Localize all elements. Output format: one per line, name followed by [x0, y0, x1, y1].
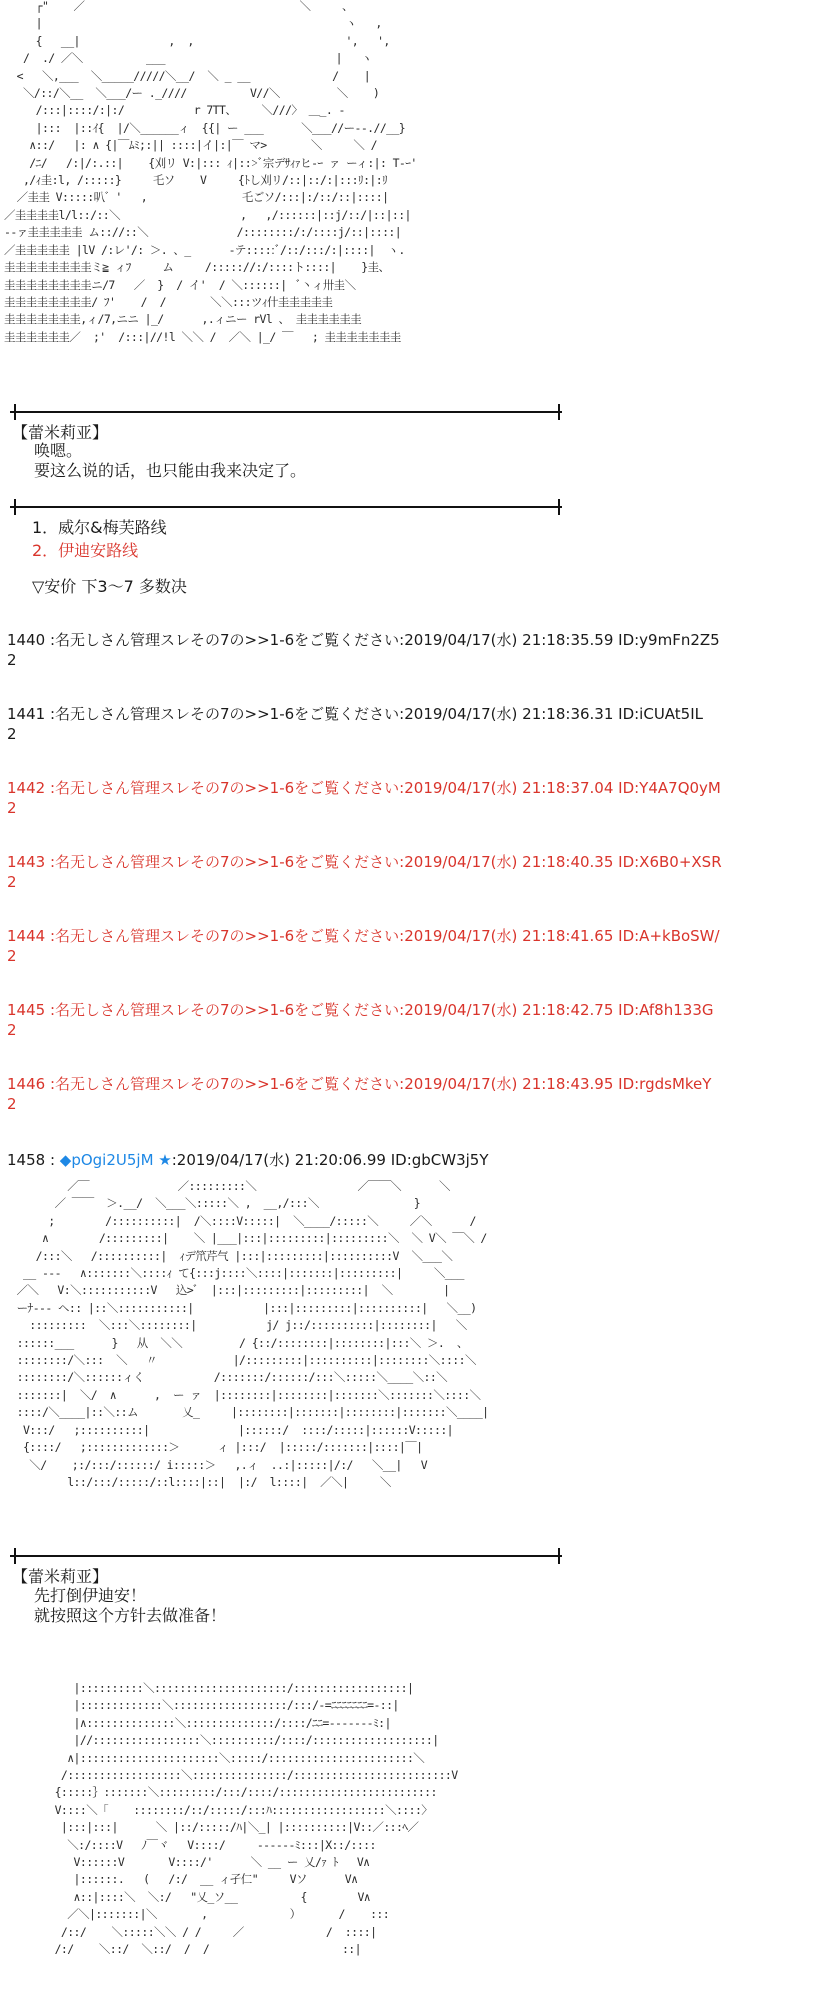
op-post-header — [7, 1150, 489, 1170]
post-body: 2 — [7, 1021, 17, 1039]
ascii-art-middle: ／￣ ／:::::::::＼ ／￣￣＼ ＼ ／ ￣￣ ＞.__/ ＼___＼:::::＼ , __,/:::＼ } ; /::::::::::| /＼::::V:::::| ＼____/:::::＼ ／＼ / ∧ /:::::::::| ＼ |___|:::|:::::::::|:::::::::＼ ＼ V＼ ￣＼ / /:::＼ /::::::::::| ｨデ笊芹气 |:::|:::::::::|::::::::::V ＼___＼ __ --- ∧:::::::＼::::ｨ て{:::j::::＼::::|:::::::|:::::::::| ＼___ ／＼ V:＼:::::::::::V 込>ﾞ |:::|:::::::::|:::::::::| ＼ | ーﾅ--- ヘ:: |::＼:::::::::::| |:::|:::::::::|::::::::::| ＼__) ::::::::: ＼:::＼::::::::| j/ j::/::::::::::|::::::::| ＼ ::::::___ } 从 ＼＼ / {::/::::::::|::::::::|:::＼ ＞. 、 ::::::::/＼::: ＼ 〃 |/:::::::::|::::::::::|::::::::＼::::＼ ::::::::/＼::::::ィく /:::::::/::::::/:::＼:::::＼____＼::＼ :::::::| ＼/ ∧ , ー ァ |::::::::|::::::::|:::::::＼:::::::＼::::＼ ::::/＼____|::＼::ム 乂_ |::::::::|:::::::|::::::::|:::::::＼____| V:::/ ;::::::::::| |::::::/ ::::/:::::|::::::V:::::| {::::/ ;:::::::::::::＞ ィ |:::/ |:::::/:::::::|::::|￣| ＼/ ;:/:::/::::::/ i:::::＞ ,.ィ ..:|:::::|/:/ ＼__| V l::/:::/:::::/::l::::|::| |:/ l::::| ／＼| ＼ — [16, 1179, 489, 1489]
post — [7, 1074, 711, 1114]
post-header: 1444 :名无しさん管理スレその7の>>1-6をご覧ください:2019/04/17(水) 21:18:41.65 ID:A+kBoSW/ — [7, 927, 720, 945]
speaker-label: 【蕾米莉亚】 — [12, 423, 109, 442]
dialogue-line: 唤嗯。 — [34, 441, 83, 460]
vote-instruction: ▽安价 下3～7 多数决 — [32, 577, 187, 596]
post-body: 2 — [7, 947, 17, 965]
divider — [10, 1555, 562, 1557]
post-body: 2 — [7, 1095, 17, 1113]
ascii-art-top: ┌" ／ ＼ 、 | ヽ , { __| , , ', ', / ./ ／＼ ___ | ヽ < ＼,___ ＼_____/////＼__/ ＼ _ __ / | ＼/::/＼__ ＼___/ー ._//// V//＼ ＼ ) /:::|::::/:|:/ r 7TT、 ＼///〉 ＿_. - |::: |::ｲ{ |/＼______ィ {{| ー ___ ＼___//ー--.//__} ∧::/ |: ∧ {|￣ﾑﾐ;:|| ::::|イ|:|￣ マ> ＼ ＼ / /ﾆ/ /:|/:.::| {刈リ V:|::: ｨ|::>ﾞ宗デｻｨｧヒ-ｰ ァ ーィ:|: T-ｰ' ,/ｨ圭:l, /:::::} 乇ソ V {ﾄし刈リ/::|::/:|:::ﾘ:|:ﾘ ／圭圭 V:::::叭゛' , 乇ごソ/:::|:/::/::|::::| ／圭圭圭圭l/l::/::＼ , ,/::::::|::j/::/|::|::| --ァ圭圭圭圭圭 ム:://::＼ /::::::::/:/::::j/::|::::| ／圭圭圭圭圭 |lV /:レ'/: ＞. 、_ -テ:::::ﾞ/::/:::/:|::::| ヽ. 圭圭圭圭圭圭圭圭ミ≧ ィﾌ ム /::::://:/::::ト::::| }圭、 圭圭圭圭圭圭圭圭ニ/7 ／ } / イ' / ＼::::::| ﾞ丶ィ卅圭＼ 圭圭圭圭圭圭圭圭/ ﾌ' / / ＼＼:::ツｨ什圭圭圭圭圭 圭圭圭圭圭圭圭,ィ/7,ニニ |_/ ,.ィニー rVl 、 圭圭圭圭圭圭 圭圭圭圭圭圭／ ;' /:::|//!l ＼＼ / ／＼ |_/ ￣ ; 圭圭圭圭圭圭圭 — [4, 0, 417, 344]
route-choices — [32, 516, 167, 562]
post-header: 1446 :名无しさん管理スレその7の>>1-6をご覧ください:2019/04/17(水) 21:18:43.95 ID:rgdsMkeY — [7, 1075, 712, 1093]
post — [7, 704, 703, 744]
op-post — [7, 1150, 489, 1170]
post-header: 1445 :名无しさん管理スレその7の>>1-6をご覧ください:2019/04/17(水) 21:18:42.75 ID:Af8h133G — [7, 1001, 714, 1019]
route-option-selected: 2．伊迪安路线 — [32, 541, 139, 560]
dialogue-text — [34, 441, 306, 481]
post-body: 2 — [7, 873, 17, 891]
post-header: 1442 :名无しさん管理スレその7の>>1-6をご覧ください:2019/04/17(水) 21:18:37.04 ID:Y4A7Q0yM — [7, 779, 721, 797]
post — [7, 1000, 714, 1040]
dialogue-line: 先打倒伊迪安！ — [34, 1586, 147, 1605]
post — [7, 630, 720, 670]
post — [7, 852, 722, 892]
dialogue-line: 就按照这个方针去做准备！ — [34, 1606, 227, 1625]
route-option: 1．威尔&梅芙路线 — [32, 518, 167, 537]
trip-code[interactable]: ◆pOgi2U5jM — [59, 1151, 154, 1169]
dialogue-line: 要这么说的话，也只能由我来决定了。 — [34, 461, 307, 480]
ascii-art-bottom: |::::::::::＼:::::::::::::::::::::/::::::::::::::::::| |:::::::::::::＼::::::::::::::::::/:::/-=ﾆﾆﾆﾆﾆﾆﾆ=-::| |∧::::::::::::::＼::::::::::::::/::::/ﾆﾆ=-------ﾐ:| |//:::::::::::::::::＼::::::::::/::::/:::::::::::::::::::| ∧|::::::::::::::::::::::＼:::::/:::::::::::::::::::::::＼ /::::::::::::::::::＼:::::::::::::::/:::::::::::::::::::::::::V {:::::｝:::::::＼:::::::::/:::/::::/::::::::::::::::::::::::: V::::＼「 ::::::::/::/:::::/:::ﾊ::::::::::::::::::＼::::〉 |:::|:::| ＼ |::/:::::/ﾊ|＼_| |::::::::::|V::／:::ﾍ／ ＼:/::::V ﾉ￣ヾ V::::/ ------ﾐ:::|X::/:::: V::::::V V::::/' ＼ __ ー 乂/ｧ ﾄ V∧ |::::::. ( /:/ __ ィ孑仁" Vソ V∧ ∧::|::::＼ ＼:/ "乂_ソ__ { V∧ ／＼|:::::::|＼ , ） / ::: /::/ ＼:::::＼＼ / / ／ / ::::| /:/ ＼::/ ＼::/ / / ::| — [54, 1681, 458, 1957]
post-body: 2 — [7, 651, 17, 669]
speaker-label: 【蕾米莉亚】 — [12, 1567, 109, 1586]
post — [7, 778, 721, 818]
post-number: 1458 : — [7, 1151, 55, 1169]
post-body: 2 — [7, 725, 17, 743]
post — [7, 926, 720, 966]
post-header: 1443 :名无しさん管理スレその7の>>1-6をご覧ください:2019/04/17(水) 21:18:40.35 ID:X6B0+XSR — [7, 853, 722, 871]
post-meta: :2019/04/17(水) 21:20:06.99 ID:gbCW3j5Y — [171, 1151, 489, 1169]
post-header: 1440 :名无しさん管理スレその7の>>1-6をご覧ください:2019/04/17(水) 21:18:35.59 ID:y9mFn2Z5 — [7, 631, 720, 649]
divider — [10, 411, 562, 413]
post-body: 2 — [7, 799, 17, 817]
dialogue-text — [34, 1586, 226, 1626]
divider — [10, 506, 562, 508]
post-header: 1441 :名无しさん管理スレその7の>>1-6をご覧ください:2019/04/17(水) 21:18:36.31 ID:iCUAt5IL — [7, 705, 704, 723]
star-icon: ★ — [158, 1151, 172, 1169]
